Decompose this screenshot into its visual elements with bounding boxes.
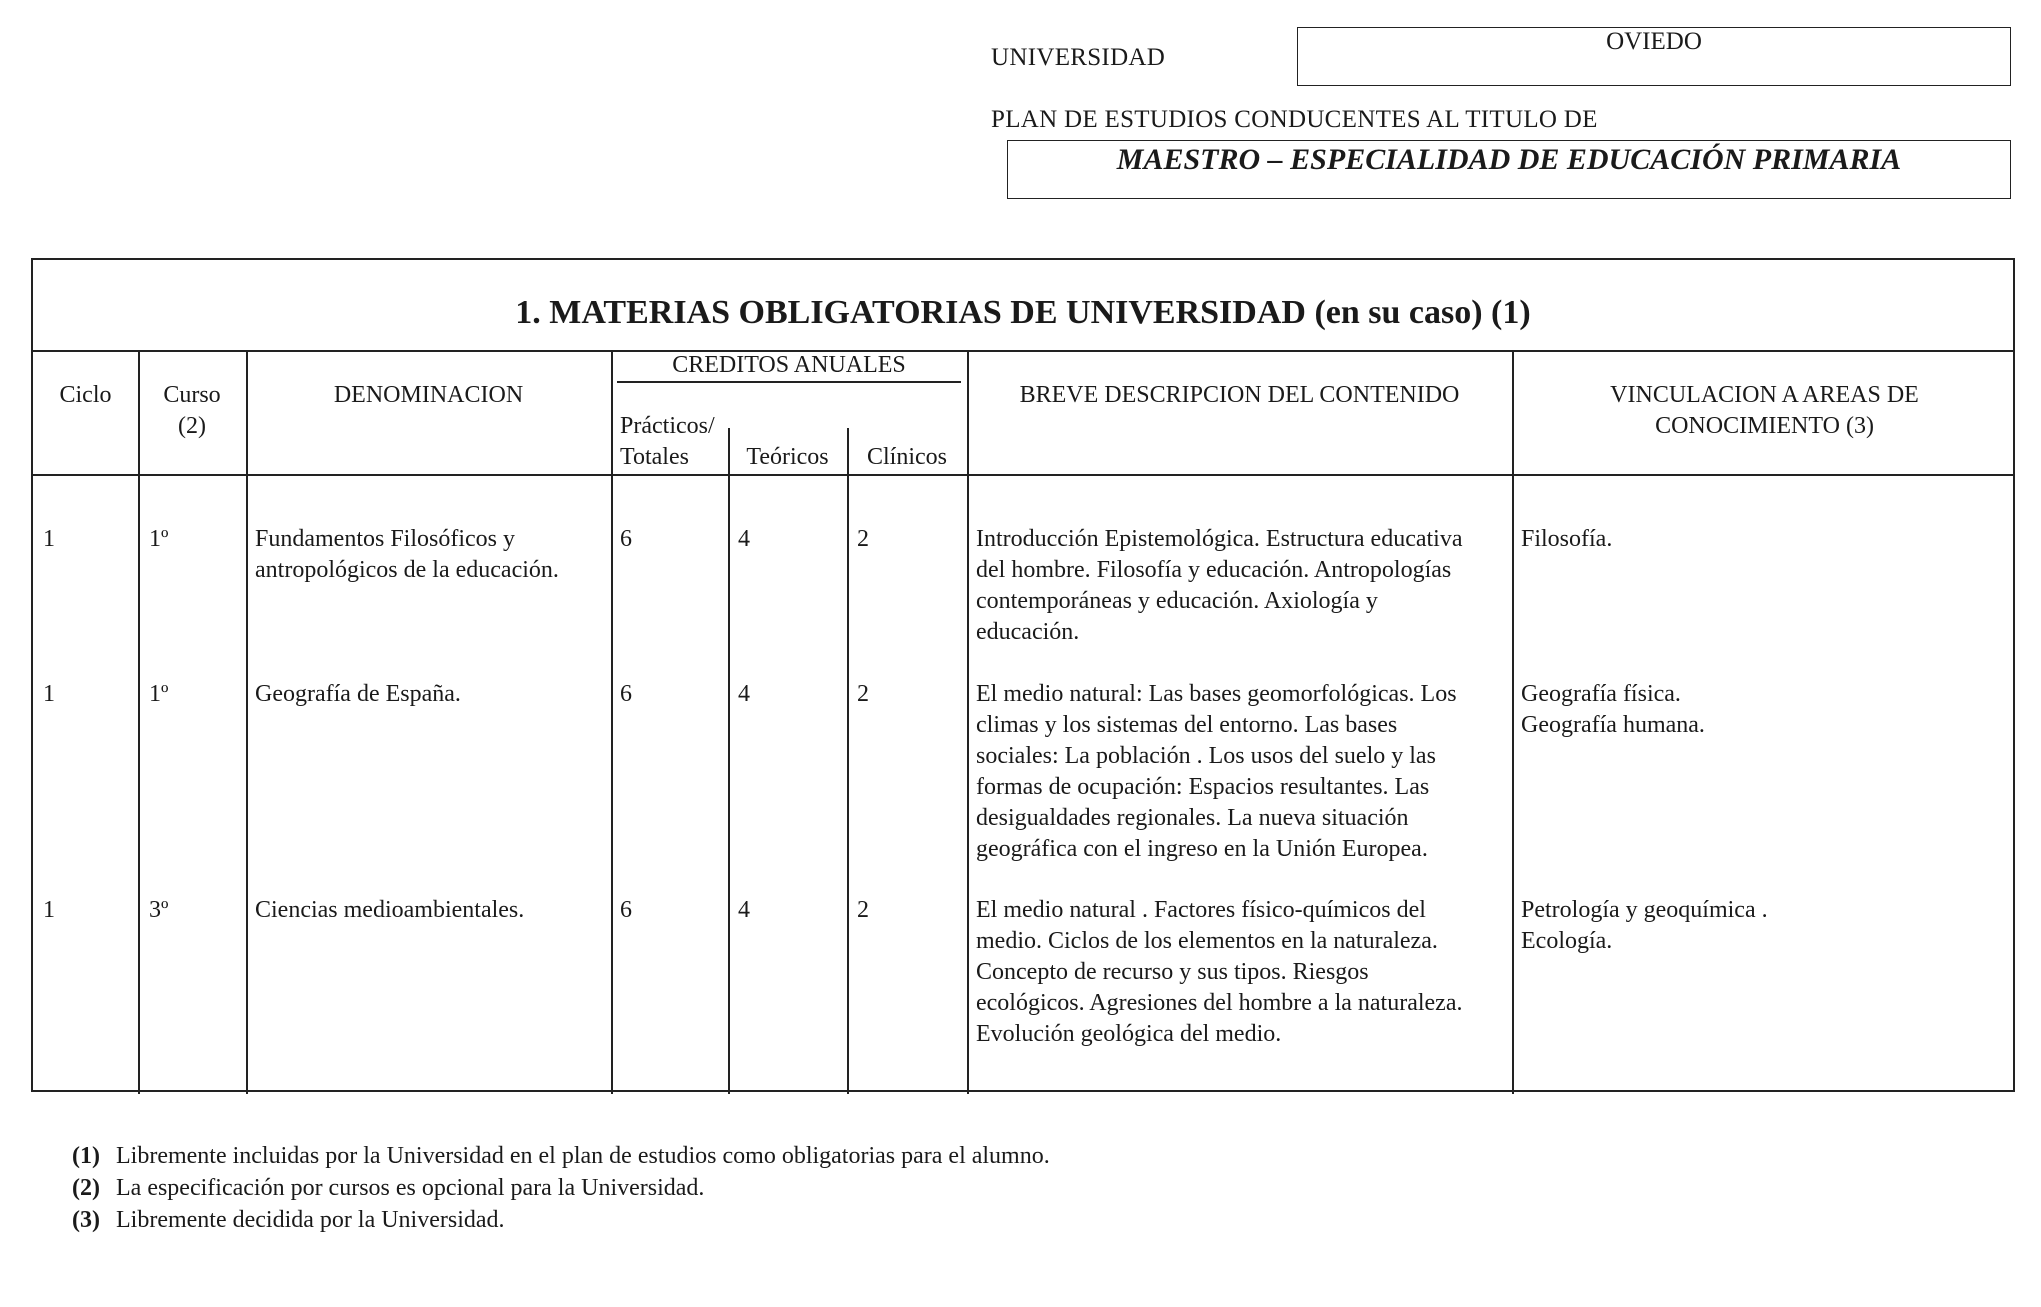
cell-teoricos: 4: [738, 681, 750, 707]
cell-clinicos: 2: [857, 681, 869, 707]
footnote: [72, 1207, 505, 1234]
cell-ciclo: 1: [43, 526, 55, 552]
footnote-mark: (3): [72, 1207, 100, 1233]
column-divider: [138, 350, 140, 1094]
cell-vinculacion: Filosofía.: [1521, 526, 1613, 552]
footnote: [72, 1175, 704, 1202]
header-bottom-rule: [33, 474, 2013, 476]
cell-clinicos: 2: [857, 897, 869, 923]
column-divider: [967, 350, 969, 1094]
degree-title-box: [1007, 140, 2011, 199]
col-practicos: Prácticos/: [620, 413, 715, 439]
cell-totales: 6: [620, 897, 632, 923]
cell-curso: 1º: [149, 681, 169, 707]
column-divider: [246, 350, 248, 1094]
cell-teoricos: 4: [738, 897, 750, 923]
cell-descripcion: Introducción Epistemológica. Estructura educativa del hombre. Filosofía y educación. Antropologías contemporáneas y educación. Axiología y educación.: [976, 526, 1463, 645]
cell-curso: 1º: [149, 526, 169, 552]
col-vinculacion: VINCULACION A AREAS DE: [1610, 382, 1919, 408]
col-vinculacion-note: CONOCIMIENTO (3): [1655, 413, 1874, 439]
cell-denominacion: Geografía de España.: [255, 681, 461, 707]
degree-title: MAESTRO – ESPECIALIDAD DE EDUCACIÓN PRIMARIA: [1116, 143, 1902, 176]
cell-clinicos: 2: [857, 526, 869, 552]
cell-totales: 6: [620, 681, 632, 707]
subjects-table: [31, 258, 2015, 1092]
credits-group-rule: [617, 381, 961, 383]
cell-ciclo: 1: [43, 897, 55, 923]
column-divider: [728, 428, 730, 1094]
university-box: [1297, 27, 2011, 86]
footnote-mark: (2): [72, 1175, 100, 1201]
cell-ciclo: 1: [43, 681, 55, 707]
plan-label: PLAN DE ESTUDIOS CONDUCENTES AL TITULO DE: [991, 106, 1598, 133]
col-ciclo: Ciclo: [59, 382, 112, 408]
column-divider: [611, 350, 613, 1094]
col-curso: Curso: [163, 382, 221, 408]
col-teoricos: Teóricos: [746, 444, 829, 470]
cell-vinculacion: Geografía física. Geografía humana.: [1521, 681, 1705, 738]
cell-denominacion: Ciencias medioambientales.: [255, 897, 525, 923]
footnote-text: Libremente incluidas por la Universidad en el plan de estudios como obligatorias para el alumno.: [116, 1143, 1050, 1169]
column-divider: [847, 428, 849, 1094]
footnote-text: La especificación por cursos es opcional para la Universidad.: [116, 1175, 705, 1201]
col-denominacion: DENOMINACION: [333, 382, 524, 408]
university-label: UNIVERSIDAD: [991, 44, 1166, 71]
cell-teoricos: 4: [738, 526, 750, 552]
footnote: [72, 1143, 1050, 1170]
cell-vinculacion: Petrología y geoquímica . Ecología.: [1521, 897, 1768, 954]
column-divider: [1512, 350, 1514, 1094]
table-title: 1. MATERIAS OBLIGATORIAS DE UNIVERSIDAD (en su caso) (1): [33, 260, 2013, 352]
university-value: OVIEDO: [1606, 28, 1702, 55]
col-creditos-anuales: CREDITOS ANUALES: [672, 352, 906, 378]
cell-descripcion: El medio natural: Las bases geomorfológicas. Los climas y los sistemas del entorno. Las bases sociales: La población . Los usos del suelo y las formas de ocupación: Espacios resultantes. Las desigualdades regionales. La nueva situación geográfica con el ingreso en la Unión Europea.: [976, 681, 1457, 862]
cell-descripcion: El medio natural . Factores físico-químicos del medio. Ciclos de los elementos en la naturaleza. Concepto de recurso y sus tipos. Riesgos ecológicos. Agresiones del hombre a la naturaleza. Evolución geológica del medio.: [976, 897, 1463, 1047]
footnote-mark: (1): [72, 1143, 100, 1169]
cell-curso: 3º: [149, 897, 169, 923]
col-clinicos: Clínicos: [866, 444, 947, 470]
cell-denominacion: Fundamentos Filosóficos y antropológicos de la educación.: [255, 526, 559, 583]
cell-totales: 6: [620, 526, 632, 552]
col-curso-note: (2): [178, 413, 206, 439]
col-totales: Totales: [620, 444, 689, 470]
col-descripcion: BREVE DESCRIPCION DEL CONTENIDO: [1019, 382, 1460, 408]
footnote-text: Libremente decidida por la Universidad.: [116, 1207, 505, 1233]
